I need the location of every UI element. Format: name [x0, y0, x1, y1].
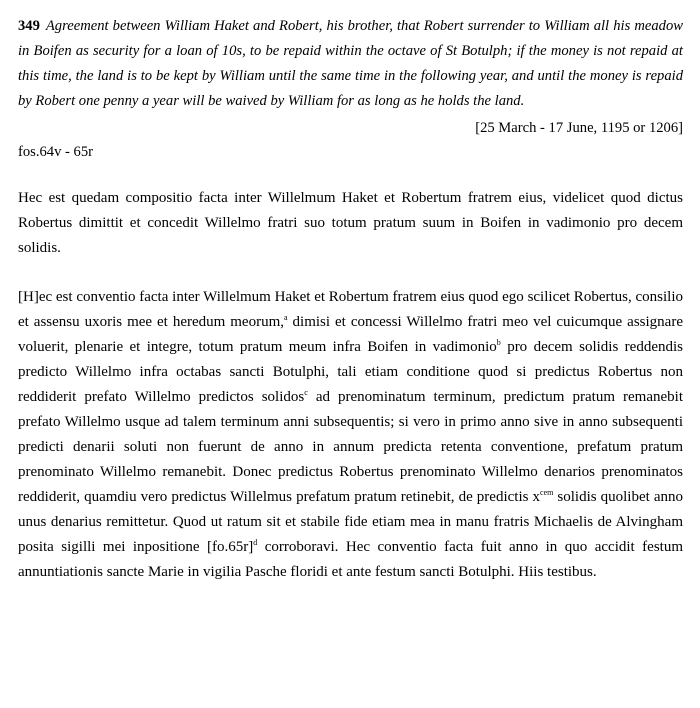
entry-summary — [18, 14, 683, 114]
summary-text: Agreement between William Haket and Robert, his brother, that Robert surrender to William all his meadow in Boifen as security for a loan of 10s, to be repaid within the octave of St Botulph; if the money is not repaid at this time, the land is to be kept by William until the same time in the following year, and until the money is repaid by Robert one penny a year will be waived by William for as long as he holds the land. — [18, 18, 683, 109]
entry-number: 349 — [18, 18, 40, 34]
conventio-text-4: ad prenominatum terminum, predictum pratum remanebit prefato Willelmo usque ad talem terminum anni subsequentis; si vero in primo anno sive in anno subsequenti predicti denarii soluti non fuerunt de anno in annum predicta retenta conventione, prefatum pratum prenominato Willelmo remanebit. Donec predictus Robertus prenominato Willelmo denarios prenominatos reddiderit, quamdiu vero predictus Willelmus prefatum pratum retinebit, de predictis x — [18, 389, 683, 505]
paragraph-conventio — [18, 285, 683, 585]
entry-date: [25 March - 17 June, 1195 or 1206] — [475, 120, 683, 136]
footnote-marker-a: a — [284, 313, 288, 322]
conventio-text-5: solidis quolibet anno unus denarius remittetur. Quod ut ratum sit et stabile fide etiam mea in manu fratris Michaelis de Alvingham posita sigilli mei inpositione [fo.65r] — [18, 489, 683, 555]
paragraph-composition: Hec est quedam compositio facta inter Willelmum Haket et Robertum fratrem eius, videlicet quod dictus Robertus dimittit et concedit Willelmo fratri suo totum pratum suum in Boifen in vadimonio pro decem solidis. — [18, 190, 683, 256]
footnote-marker-b: b — [496, 338, 501, 347]
conventio-text-6: corroboravi. Hec conventio facta fuit anno in quo accidit festum annuntiationis sancte Marie in vigilia Pasche floridi et ante festum sancti Botulphi. Hiis testibus. — [18, 539, 683, 580]
superscript-cem: cem — [540, 488, 554, 497]
conventio-text-2: dimisi et concessi Willelmo fratri meo vel cuicumque assignare voluerit, plenarie et integre, totum pratum meum infra Boifen in vadimonio — [18, 314, 683, 355]
footnote-marker-c: c — [304, 388, 308, 397]
folio-reference: fos.64v - 65r — [18, 144, 93, 160]
footnote-marker-d: d — [253, 538, 258, 547]
conventio-text-3: pro decem solidis reddendis predicto Willelmo infra octabas sancti Botulphi, tali etiam conditione quod si predictus Robertus non reddiderit prefato Willelmo predictos solidos — [18, 339, 683, 405]
conventio-text-1: [H]ec est conventio facta inter Willelmum Haket et Robertum fratrem eius quod ego scilicet Robertus, consilio et assensu uxoris mee et heredum meorum, — [18, 289, 683, 330]
